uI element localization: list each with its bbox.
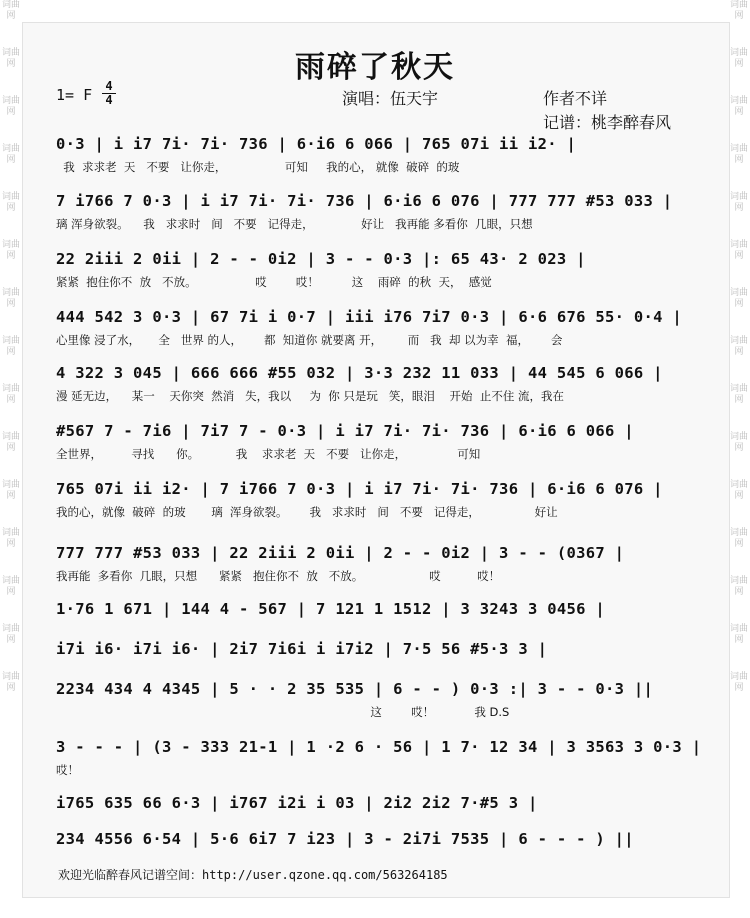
notation: 777 777 #53 033 | 22 2iii 2 0ii | 2 - - 0i2 | 3 - - (0367 |	[56, 544, 625, 562]
watermark-right: 词曲网 词曲网 词曲网 词曲网 词曲网 词曲网 词曲网 词曲网 词曲网 词曲网 词曲网 词曲网 词曲网 词曲网 词曲网	[730, 0, 748, 693]
song-title: 雨碎了秋天	[295, 50, 455, 85]
lyric-line: 这 哎！ 我 D.S	[56, 705, 510, 719]
notation: 3 - - - | (3 - 333 21-1 | 1 ·2 6 · 56 | 1 7· 12 34 | 3 3563 3 0·3 |	[56, 738, 702, 756]
notation: 7 i766 7 0·3 | i i7 7i· 7i· 736 | 6·i6 6 076 | 777 777 #53 033 |	[56, 192, 673, 210]
notation: 0·3 | i i7 7i· 7i· 736 | 6·i6 6 066 | 765 07i ii i2· |	[56, 135, 577, 153]
author-credit: 作者不详	[543, 89, 608, 108]
lyric-line: 我再能 多看你 几眼，只想 紧紧 抱住你不 放 不放。 哎 哎！	[56, 569, 501, 583]
singer-credit: 演唱：伍天宇	[342, 89, 439, 108]
notation: i765 635 66 6·3 | i767 i2i i 03 | 2i2 2i2 7·#5 3 |	[56, 794, 538, 812]
lyric-line: 漫 延无边， 某一 天你突 然消 失，我以 为 你 只是玩 笑，眼泪 开始 止不住 流，我在	[56, 389, 564, 403]
lyric-line: 心里像 浸了水， 全 世界 的人， 都 知道你 就要离 开， 而 我 却 以为幸 福， 会	[56, 333, 563, 347]
time-signature	[102, 80, 116, 107]
lyric-line: 全世界， 寻找 你。 我 求求老 天 不要 让你走， 可知	[56, 447, 481, 461]
footer-credit: 欢迎光临醉春风记谱空间：http://user.qzone.qq.com/563264185	[58, 868, 448, 882]
lyric-line: 哎！	[56, 763, 79, 777]
lyric-line: 我的心，就像 破碎 的玻 璃 浑身欲裂。 我 求求时 间 不要 记得走， 好让	[56, 505, 558, 519]
notation: i7i i6· i7i i6· | 2i7 7i6i i i7i2 | 7·5 56 #5·3 3 |	[56, 640, 548, 658]
lyric-line: 璃 浑身欲裂。 我 求求时 间 不要 记得走， 好让 我再能 多看你 几眼，只想	[56, 217, 533, 231]
lyric-line: 紧紧 抱住你不 放 不放。 哎 哎！ 这 雨碎 的秋 天， 感觉	[56, 275, 492, 289]
notation: 1·76 1 671 | 144 4 - 567 | 7 121 1 1512 | 3 3243 3 0456 |	[56, 600, 606, 618]
notation: 765 07i ii i2· | 7 i766 7 0·3 | i i7 7i· 7i· 736 | 6·i6 6 076 |	[56, 480, 663, 498]
notation: 4 322 3 045 | 666 666 #55 032 | 3·3 232 11 033 | 44 545 6 066 |	[56, 364, 663, 382]
notation: 22 2iii 2 0ii | 2 - - 0i2 | 3 - - 0·3 |: 65 43· 2 023 |	[56, 250, 586, 268]
notation: 444 542 3 0·3 | 67 7i i 0·7 | iii i76 7i7 0·3 | 6·6 676 55· 0·4 |	[56, 308, 683, 326]
notation: 234 4556 6·54 | 5·6 6i7 7 i23 | 3 - 2i7i 7535 | 6 - - - ) ||	[56, 830, 634, 848]
key-signature: 1= F	[56, 86, 93, 104]
notation: 2234 434 4 4345 | 5 · · 2 35 535 | 6 - - ) 0·3 :| 3 - - 0·3 ||	[56, 680, 654, 698]
meter-bottom: 4	[105, 93, 113, 107]
notation: #567 7 - 7i6 | 7i7 7 - 0·3 | i i7 7i· 7i· 736 | 6·i6 6 066 |	[56, 422, 634, 440]
watermark-left: 词曲网 词曲网 词曲网 词曲网 词曲网 词曲网 词曲网 词曲网 词曲网 词曲网 词曲网 词曲网 词曲网 词曲网 词曲网	[2, 0, 20, 693]
meter-top: 4	[105, 79, 113, 93]
notator-credit: 记谱：桃李醉春风	[543, 113, 672, 132]
lyric-line: 我 求求老 天 不要 让你走， 可知 我的心， 就像 破碎 的玻	[56, 160, 460, 174]
